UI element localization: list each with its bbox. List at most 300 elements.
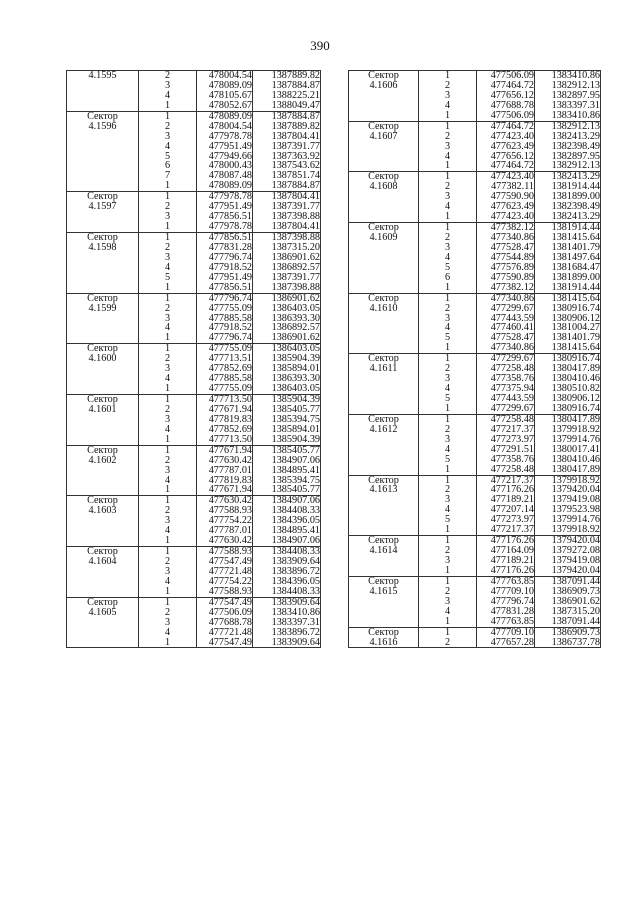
y-coordinate: 1380417.89 [551,463,600,475]
point-number: 1 [164,546,171,558]
point-number-cell [419,223,477,294]
point-number: 1 [444,463,451,475]
point-number: 1 [444,414,451,425]
y-coordinate: 1386901.62 [271,251,320,263]
y-coordinate: 1381899.00 [551,271,600,283]
point-number: 5 [444,393,451,404]
y-coordinate: 1387315.20 [271,241,320,253]
point-number: 1 [164,293,171,304]
sector-label-line: Сектор [87,343,118,355]
y-coordinate: 1383896.72 [271,626,320,638]
point-number: 4 [444,383,451,395]
y-coordinate: 1387804.41 [271,221,320,233]
x-coordinate: 477951.49 [208,140,252,152]
point-number: 2 [444,423,451,435]
y-coordinate: 1386393.30 [271,373,320,385]
y-coordinate: 1383397.31 [551,99,600,111]
y-coordinate: 1383909.64 [271,636,320,648]
x-coordinate: 478087.48 [208,170,252,182]
y-coordinate: 1382413.29 [551,130,600,142]
y-coordinate: 1384408.33 [271,505,320,517]
sector-label [349,223,419,294]
x-coordinate: 477787.01 [208,525,252,537]
y-coordinate: 1387091.44 [551,576,600,587]
y-coordinate-cell [535,576,601,627]
point-number-cell [139,71,197,112]
y-coordinate: 1381684.47 [551,261,600,273]
point-number-cell [419,475,477,536]
y-coordinate: 1385894.01 [271,363,320,375]
point-number: 4 [164,89,171,101]
x-coordinate: 477423.40 [490,130,534,142]
sector-label-line: 4.1595 [88,70,117,81]
sector-label-line: Сектор [368,627,399,638]
point-number-cell [139,496,197,547]
point-number-cell [419,71,477,122]
x-coordinate-cell [197,293,253,344]
x-coordinate: 477755.09 [208,343,252,355]
y-coordinate: 1384907.06 [271,495,320,507]
point-number: 4 [444,201,451,213]
point-number: 4 [164,626,171,638]
y-coordinate-cell [535,627,601,648]
point-number: 3 [444,433,451,445]
x-coordinate: 477528.47 [490,241,534,253]
y-coordinate: 1384895.41 [271,464,320,476]
y-coordinate: 1380906.12 [551,312,600,324]
point-number: 2 [164,201,171,213]
point-number: 1 [164,636,171,648]
x-coordinate: 477588.93 [208,546,252,558]
point-number: 2 [164,606,171,618]
y-coordinate: 1379420.04 [551,564,600,576]
x-coordinate-cell [197,496,253,547]
point-number: 6 [164,160,171,172]
x-coordinate: 477856.51 [208,281,252,293]
y-coordinate: 1379419.08 [551,494,600,506]
point-number-cell [139,597,197,648]
sector-row [349,536,601,577]
sector-label [349,627,419,648]
point-number: 2 [164,120,171,132]
point-number: 3 [164,616,171,628]
point-number: 1 [444,171,451,183]
sector-label-line: 4.1613 [369,484,398,496]
point-number: 1 [444,70,451,81]
x-coordinate: 477547.49 [208,636,252,648]
sector-label-line: 4.1615 [369,585,398,597]
x-coordinate: 477713.50 [208,433,252,445]
point-number: 2 [444,636,451,648]
y-coordinate: 1385405.77 [271,403,320,415]
point-number: 5 [164,271,171,283]
y-coordinate: 1382897.95 [551,89,600,101]
x-coordinate: 477340.86 [490,232,534,243]
point-number: 3 [164,251,171,263]
point-number: 4 [164,423,171,435]
sector-label-line: Сектор [87,232,118,243]
sector-row [67,547,321,598]
sector-label-line: 4.1608 [369,181,398,193]
x-coordinate-cell [477,172,535,223]
y-coordinate: 1387884.87 [271,180,320,192]
sector-label [349,172,419,223]
y-coordinate: 1381415.64 [551,232,600,243]
sector-row [349,71,601,122]
point-number-cell [419,414,477,475]
x-coordinate: 477576.89 [490,261,534,273]
x-coordinate: 477951.49 [208,271,252,283]
y-coordinate: 1387851.74 [271,170,320,182]
x-coordinate-cell [197,192,253,233]
x-coordinate-cell [477,121,535,172]
y-coordinate: 1384907.06 [271,454,320,466]
x-coordinate: 477217.37 [490,524,534,536]
sector-label [67,496,139,547]
x-coordinate: 477819.83 [208,413,252,425]
sector-label-line: 4.1596 [88,120,117,132]
point-number: 2 [164,403,171,415]
y-coordinate: 1379914.76 [551,433,600,445]
point-number: 1 [164,585,171,597]
x-coordinate: 478105.67 [208,89,252,101]
y-coordinate: 1383909.64 [271,556,320,567]
point-number: 2 [164,505,171,517]
sector-label [349,293,419,354]
sector-label-line: 4.1610 [369,302,398,314]
point-number: 2 [164,353,171,365]
x-coordinate: 477464.72 [490,121,534,132]
y-coordinate: 1383397.31 [271,616,320,628]
y-coordinate: 1385394.75 [271,474,320,486]
x-coordinate-cell [477,293,535,354]
x-coordinate: 478089.09 [208,111,252,122]
point-number: 1 [164,343,171,355]
x-coordinate: 477176.26 [490,564,534,576]
y-coordinate: 1387889.82 [271,70,320,81]
point-number: 1 [444,615,451,627]
y-coordinate: 1384895.41 [271,525,320,537]
y-coordinate: 1383410.86 [551,109,600,121]
x-coordinate: 477709.10 [490,585,534,597]
x-coordinate-cell [477,71,535,122]
x-coordinate: 478089.09 [208,79,252,91]
y-coordinate: 1385405.77 [271,445,320,456]
x-coordinate: 477423.40 [490,171,534,183]
x-coordinate: 477755.09 [208,383,252,395]
y-coordinate: 1387884.87 [271,79,320,91]
y-coordinate: 1379420.04 [551,484,600,496]
x-coordinate: 477656.12 [490,89,534,101]
y-coordinate: 1380906.12 [551,393,600,404]
point-number: 3 [444,140,451,152]
y-coordinate: 1387363.92 [271,150,320,162]
y-coordinate: 1382398.49 [551,140,600,152]
x-coordinate: 477787.01 [208,464,252,476]
x-coordinate: 477299.67 [490,302,534,314]
x-coordinate: 477382.12 [490,281,534,293]
y-coordinate: 1386909.73 [551,627,600,638]
y-coordinate: 1380410.46 [551,373,600,385]
x-coordinate: 477460.41 [490,322,534,334]
page-number: 390 [310,38,330,53]
y-coordinate-cell [535,293,601,354]
x-coordinate: 477630.42 [208,535,252,547]
y-coordinate: 1384396.05 [271,515,320,527]
x-coordinate: 477763.85 [490,576,534,587]
x-coordinate: 477951.49 [208,201,252,213]
x-coordinate-cell [477,536,535,577]
x-coordinate: 477754.22 [208,575,252,587]
point-number: 4 [444,504,451,516]
y-coordinate: 1381004.27 [551,322,600,334]
y-coordinate: 1383410.86 [271,606,320,618]
sector-label [349,576,419,627]
sector-label-line: 4.1603 [88,505,117,517]
x-coordinate: 477796.74 [208,293,252,304]
y-coordinate: 1384408.33 [271,585,320,597]
y-coordinate: 1386737.78 [551,636,600,648]
x-coordinate: 477588.93 [208,585,252,597]
point-number: 1 [444,524,451,536]
x-coordinate: 477189.21 [490,555,534,566]
x-coordinate-cell [197,111,253,192]
sector-label [67,395,139,446]
sector-label-line: 4.1614 [369,545,398,557]
point-number: 3 [444,373,451,385]
sector-label-line: Сектор [87,495,118,507]
sector-label-line: Сектор [87,111,118,122]
y-coordinate: 1387398.88 [271,232,320,243]
sector-label-line: 4.1605 [88,606,117,618]
x-coordinate: 477588.93 [208,505,252,517]
sector-label [349,536,419,577]
y-coordinate: 1379419.08 [551,555,600,566]
y-coordinate: 1379918.92 [551,423,600,435]
y-coordinate-cell [253,344,321,395]
x-coordinate: 477358.76 [490,453,534,465]
y-coordinate: 1380510.82 [551,383,600,395]
point-number: 2 [164,302,171,314]
point-number: 1 [164,597,171,608]
point-number: 4 [164,140,171,152]
x-coordinate-cell [477,223,535,294]
y-coordinate: 1382912.13 [551,79,600,91]
y-coordinate: 1381401.79 [551,241,600,253]
sector-label [67,547,139,598]
point-number: 1 [444,627,451,638]
y-coordinate-cell [253,111,321,192]
x-coordinate-cell [197,547,253,598]
point-number: 2 [444,232,451,243]
x-coordinate: 477340.86 [490,342,534,354]
y-coordinate: 1386901.62 [271,293,320,304]
x-coordinate: 477358.76 [490,373,534,385]
y-coordinate: 1387398.88 [271,211,320,223]
x-coordinate: 477291.51 [490,443,534,455]
x-coordinate: 477671.94 [208,445,252,456]
y-coordinate: 1387804.41 [271,130,320,142]
x-coordinate: 477885.58 [208,373,252,385]
y-coordinate: 1379420.04 [551,535,600,547]
sector-label-line: 4.1611 [369,363,398,375]
y-coordinate-cell [535,121,601,172]
point-number: 3 [444,312,451,324]
y-coordinate: 1380417.89 [551,363,600,375]
x-coordinate: 477547.49 [208,556,252,567]
point-number: 1 [164,232,171,243]
x-coordinate: 478004.54 [208,120,252,132]
x-coordinate: 477796.74 [208,332,252,344]
x-coordinate: 477755.09 [208,302,252,314]
point-number: 2 [444,79,451,91]
y-coordinate: 1381415.64 [551,293,600,304]
point-number: 5 [444,332,451,344]
y-coordinate: 1379918.92 [551,475,600,486]
y-coordinate-cell [535,223,601,294]
x-coordinate: 478004.54 [208,70,252,81]
x-coordinate-cell [477,627,535,648]
sector-row [67,233,321,294]
y-coordinate: 1385894.01 [271,423,320,435]
point-number: 1 [164,383,171,395]
point-number: 3 [444,89,451,101]
point-number: 3 [444,595,451,607]
point-number: 3 [164,565,171,577]
sector-label-line: 4.1600 [88,353,117,365]
point-number: 1 [164,111,171,122]
point-number: 2 [444,302,451,314]
point-number: 2 [444,545,451,557]
x-coordinate: 477544.89 [490,251,534,263]
sector-label-line: 4.1612 [369,423,398,435]
y-coordinate: 1383896.72 [271,565,320,577]
x-coordinate: 477623.49 [490,201,534,213]
point-number: 1 [164,191,171,203]
point-number: 1 [164,445,171,456]
y-coordinate-cell [253,233,321,294]
sector-label-line: 4.1597 [88,201,117,213]
y-coordinate: 1382413.29 [551,211,600,223]
sector-label [349,354,419,415]
sector-label-line: 4.1598 [88,241,117,253]
x-coordinate: 477831.28 [208,241,252,253]
y-coordinate-cell [535,536,601,577]
sector-row [67,496,321,547]
sector-row [349,223,601,294]
sector-row [67,445,321,496]
sector-label [67,71,139,112]
x-coordinate: 477856.51 [208,211,252,223]
y-coordinate: 1384907.06 [271,535,320,547]
x-coordinate-cell [477,354,535,415]
x-coordinate: 477375.94 [490,383,534,395]
point-number-cell [139,233,197,294]
sector-label [67,445,139,496]
point-number: 1 [444,121,451,132]
sector-label-line: Сектор [368,535,399,547]
x-coordinate: 477258.48 [490,363,534,375]
x-coordinate: 477713.50 [208,394,252,405]
point-number: 4 [444,443,451,455]
sector-label-line: 4.1601 [88,403,117,415]
y-coordinate-cell [253,71,321,112]
x-coordinate: 477299.67 [490,402,534,414]
sector-label-line: 4.1609 [369,232,398,244]
y-coordinate: 1386901.62 [271,332,320,344]
point-number: 3 [444,191,451,203]
sector-row [67,395,321,446]
sector-row [349,576,601,627]
sector-label [349,121,419,172]
point-number: 1 [164,484,171,496]
x-coordinate: 477273.97 [490,433,534,445]
y-coordinate: 1379272.08 [551,545,600,557]
x-coordinate: 477688.78 [490,99,534,111]
y-coordinate: 1382912.13 [551,160,600,172]
y-coordinate-cell [535,354,601,415]
x-coordinate: 477657.28 [490,636,534,648]
x-coordinate-cell [197,71,253,112]
y-coordinate: 1380410.46 [551,453,600,465]
point-number: 3 [164,363,171,375]
y-coordinate: 1387391.77 [271,271,320,283]
x-coordinate: 477164.09 [490,545,534,557]
point-number: 1 [444,109,451,121]
y-coordinate: 1380916.74 [551,402,600,414]
sector-label [349,71,419,122]
coordinates-table-left [66,70,321,648]
point-number: 1 [444,402,451,414]
x-coordinate: 477273.97 [490,514,534,526]
sector-label-line: 4.1616 [369,636,398,648]
sector-label-line: Сектор [87,445,118,456]
y-coordinate-cell [253,597,321,648]
y-coordinate: 1386403.05 [271,383,320,395]
x-coordinate: 477464.72 [490,160,534,172]
y-coordinate: 1381497.64 [551,251,600,263]
point-number-cell [139,547,197,598]
x-coordinate: 477217.37 [490,475,534,486]
y-coordinate: 1385405.77 [271,484,320,496]
x-coordinate-cell [197,395,253,446]
sector-label-line: Сектор [87,394,118,405]
point-number-cell [139,192,197,233]
sector-label [67,111,139,192]
x-coordinate: 477796.74 [490,595,534,607]
point-number: 4 [164,261,171,273]
y-coordinate: 1379918.92 [551,524,600,536]
point-number: 1 [444,211,451,223]
point-number: 5 [444,514,451,526]
x-coordinate: 477978.78 [208,221,252,233]
y-coordinate-cell [253,445,321,496]
point-number-cell [419,627,477,648]
point-number: 3 [164,211,171,223]
point-number: 3 [444,555,451,566]
sector-row [67,192,321,233]
x-coordinate: 477831.28 [490,605,534,617]
x-coordinate: 477852.69 [208,423,252,435]
point-number: 1 [164,495,171,507]
y-coordinate-cell [253,395,321,446]
point-number: 1 [444,293,451,304]
y-coordinate: 1385904.39 [271,394,320,405]
x-coordinate: 477688.78 [208,616,252,628]
y-coordinate: 1382413.29 [551,171,600,183]
point-number: 7 [164,170,171,182]
point-number: 5 [444,261,451,273]
